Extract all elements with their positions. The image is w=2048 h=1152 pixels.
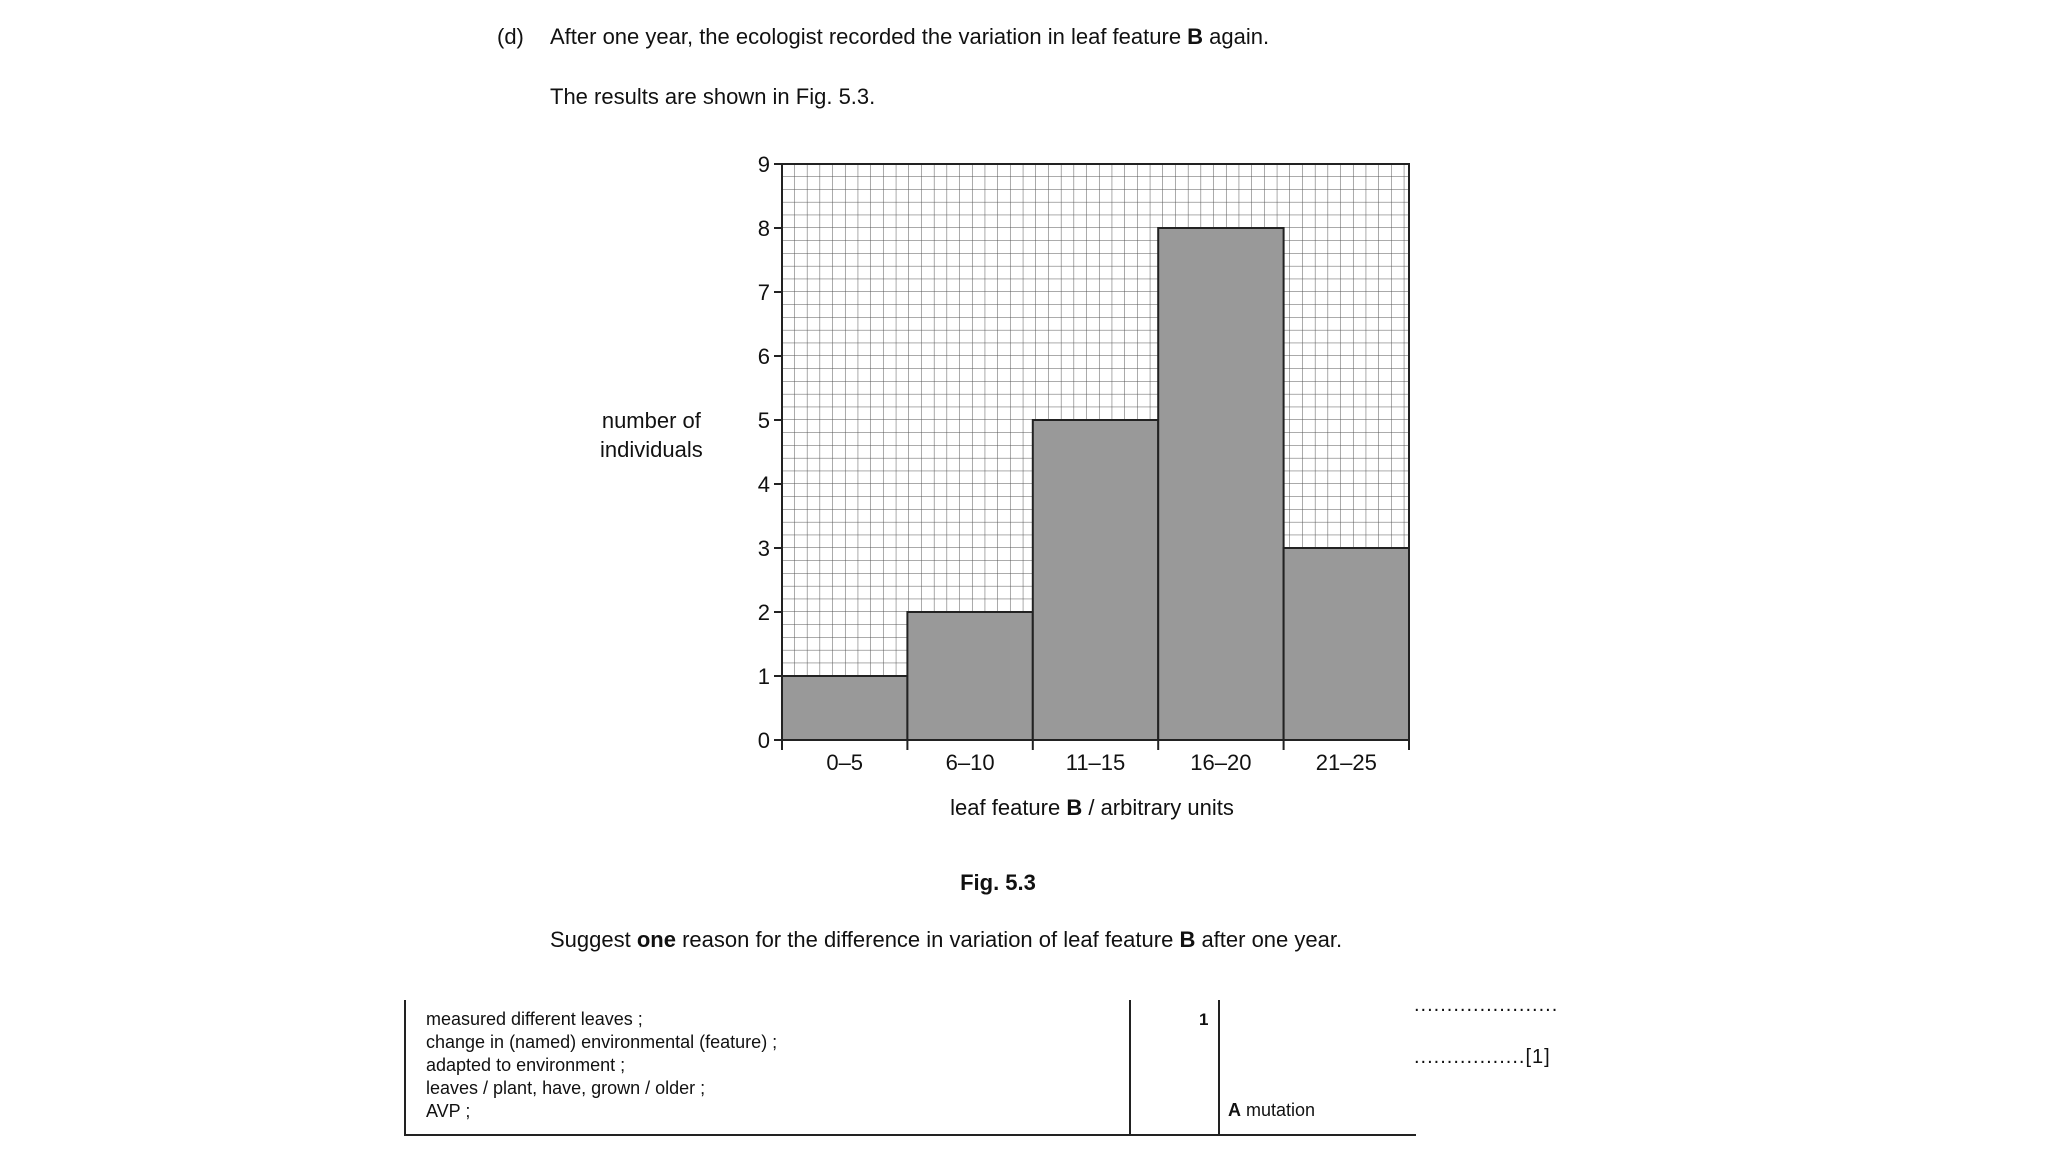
mark-scheme-table (404, 1000, 1416, 1136)
question-line-1-end: again. (1203, 24, 1270, 49)
suggest-text-1: Suggest (550, 927, 637, 952)
table-divider (1129, 1000, 1131, 1134)
suggest-bold-1: one (636, 927, 676, 952)
y-tick-label: 9 (757, 152, 770, 177)
suggest-question (550, 927, 1342, 953)
question-part-label: (d) (497, 24, 524, 49)
y-tick-label: 7 (757, 280, 770, 305)
mark-scheme-points (426, 1008, 777, 1123)
answer-line-2: .................[1] (1414, 1046, 1551, 1068)
x-tick-label: 16–20 (1190, 750, 1252, 775)
suggest-bold-2: B (1179, 927, 1196, 952)
suggest-text-3: after one year. (1195, 927, 1343, 952)
y-tick-label: 1 (757, 664, 770, 689)
y-tick-label: 4 (757, 472, 770, 497)
x-axis-label-text: leaf feature (950, 795, 1067, 820)
bar-11–15 (1033, 420, 1158, 740)
x-axis-label-bold: B (1066, 795, 1083, 820)
question-line-1-bold: B (1187, 24, 1204, 49)
answer-line-1: ...................... (1414, 994, 1559, 1016)
y-tick-label: 2 (757, 600, 770, 625)
mark-point: measured different leaves ; (426, 1009, 643, 1029)
y-axis-label-line-1: number of (601, 408, 701, 433)
x-tick-label: 6–10 (945, 750, 995, 775)
table-divider (404, 1000, 406, 1134)
x-tick-label: 11–15 (1065, 750, 1126, 775)
guidance-text: mutation (1241, 1100, 1316, 1120)
mark-point: AVP ; (426, 1101, 471, 1121)
bar-0–5 (782, 676, 907, 740)
mark-value: 1 (1199, 1010, 1209, 1029)
y-tick-label: 8 (757, 216, 770, 241)
y-tick-label: 5 (757, 408, 770, 433)
y-tick-label: 6 (757, 344, 770, 369)
question-line-2: The results are shown in Fig. 5.3. (550, 84, 876, 109)
mark-point: change in (named) environmental (feature) ; (426, 1032, 778, 1052)
bar-21–25 (1284, 548, 1409, 740)
x-axis-label (950, 795, 1234, 820)
suggest-text-2: reason for the difference in variation of leaf feature (675, 927, 1180, 952)
mark-guidance (1228, 1100, 1315, 1121)
x-tick-label: 0–5 (826, 750, 864, 775)
mark-point: adapted to environment ; (426, 1055, 626, 1075)
bar-16–20 (1158, 228, 1283, 740)
table-divider (1218, 1000, 1220, 1134)
y-axis-label-line-2: individuals (600, 437, 703, 462)
bar-6–10 (907, 612, 1032, 740)
mark-point: leaves / plant, have, grown / older ; (426, 1078, 706, 1098)
question-line-1-text: After one year, the ecologist recorded the variation in leaf feature (550, 24, 1188, 49)
y-tick-label: 3 (757, 536, 770, 561)
y-tick-label: 0 (757, 728, 770, 753)
figure-caption: Fig. 5.3 (960, 870, 1036, 895)
guidance-bold: A (1228, 1100, 1241, 1120)
x-tick-label: 21–25 (1315, 750, 1377, 775)
x-axis-label-units: / arbitrary units (1082, 795, 1234, 820)
